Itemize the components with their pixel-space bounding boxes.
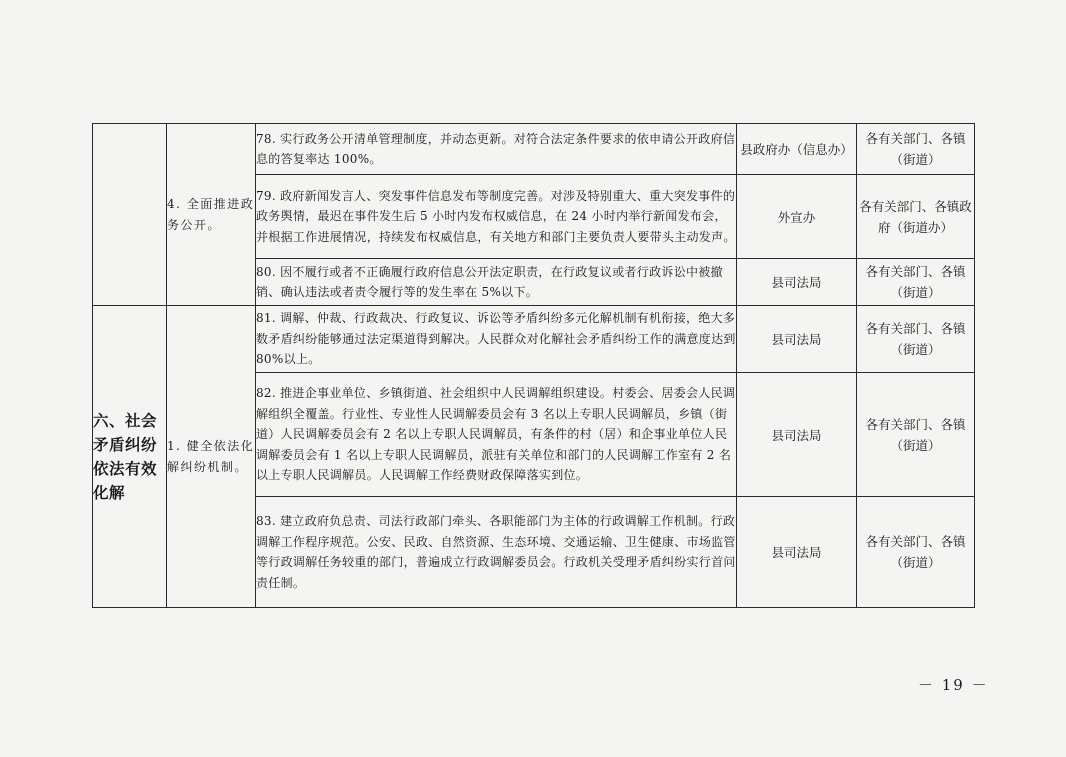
- lead-unit-cell: 县司法局: [737, 306, 857, 373]
- task-cell: 80. 因不履行或者不正确履行政府信息公开法定职责，在行政复议或者行政诉讼中被撤销、确认违法或者责令履行等的发生率在 5%以下。: [256, 259, 737, 306]
- category-cell: 六、社会矛盾纠纷依法有效化解: [93, 306, 167, 608]
- table-row: [93, 124, 975, 175]
- lead-unit-cell: 县政府办（信息办）: [737, 124, 857, 175]
- task-cell: 78. 实行政务公开清单管理制度，并动态更新。对符合法定条件要求的依申请公开政府信息的答复率达 100%。: [256, 124, 737, 175]
- lead-unit-cell: 县司法局: [737, 497, 857, 608]
- task-cell: 82. 推进企事业单位、乡镇街道、社会组织中人民调解组织建设。村委会、居委会人民调解组织全覆盖。行业性、专业性人民调解委员会有 3 名以上专职人民调解员，乡镇（街道）人民调解委员会有 2 名以上专职人民调解员，有条件的村（居）和企事业单位人民调解委员会有 1 名以上专职人民调解员，派驻有关单位和部门的人民调解工作室有 2 名以上专职人民调解员。人民调解工作经费财政保障落实到位。: [256, 373, 737, 497]
- task-cell: 79. 政府新闻发言人、突发事件信息发布等制度完善。对涉及特别重大、重大突发事件的政务舆情，最迟在事件发生后 5 小时内发布权威信息，在 24 小时内举行新闻发布会，并根据工作进展情况，持续发布权威信息，有关地方和部门主要负责人要带头主动发声。: [256, 175, 737, 259]
- coop-unit-cell: 各有关部门、各镇（街道）: [857, 306, 975, 373]
- coop-unit-cell: 各有关部门、各镇（街道）: [857, 373, 975, 497]
- lead-unit-cell: 县司法局: [737, 259, 857, 306]
- coop-unit-cell: 各有关部门、各镇（街道）: [857, 124, 975, 175]
- lead-unit-cell: 县司法局: [737, 373, 857, 497]
- task-cell: 81. 调解、仲裁、行政裁决、行政复议、诉讼等矛盾纠纷多元化解机制有机衔接，绝大多数矛盾纠纷能够通过法定渠道得到解决。人民群众对化解社会矛盾纠纷工作的满意度达到 80%以上。: [256, 306, 737, 373]
- coop-unit-cell: 各有关部门、各镇（街道）: [857, 497, 975, 608]
- table-row: [93, 306, 975, 373]
- coop-unit-cell: 各有关部门、各镇政府（街道办）: [857, 175, 975, 259]
- lead-unit-cell: 外宣办: [737, 175, 857, 259]
- subsection-cell: 4. 全面推进政务公开。: [167, 124, 256, 306]
- subsection-cell: 1. 健全依法化解纠纷机制。: [167, 306, 256, 608]
- category-cell: [93, 124, 167, 306]
- page-number: － 19 －: [918, 676, 989, 694]
- coop-unit-cell: 各有关部门、各镇（街道）: [857, 259, 975, 306]
- task-table: [92, 123, 975, 608]
- task-cell: 83. 建立政府负总责、司法行政部门牵头、各职能部门为主体的行政调解工作机制。行政调解工作程序规范。公安、民政、自然资源、生态环境、交通运输、卫生健康、市场监管等行政调解任务较重的部门，普遍成立行政调解委员会。行政机关受理矛盾纠纷实行首问责任制。: [256, 497, 737, 608]
